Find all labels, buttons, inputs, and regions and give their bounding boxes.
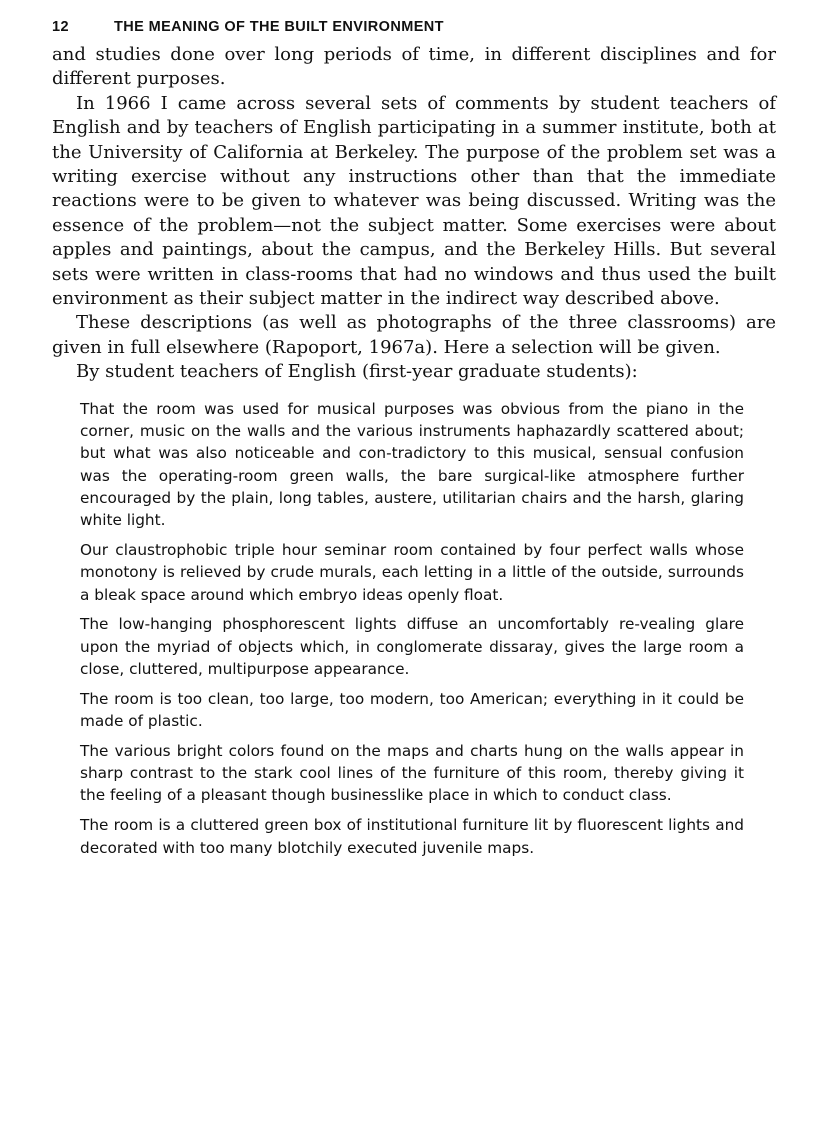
extract-phosphorescent-lights: The low-hanging phosphorescent lights diffuse an uncomfortably re-vealing glare upon the myriad of objects which, in conglomerate dissaray, gives the large room a close, cluttered, multipurpose appearance.	[80, 615, 744, 678]
paragraph-descriptions: These descriptions (as well as photographs of the three classrooms) are given in full elsewhere (Rapoport, 1967a). Here a selection will be given.	[52, 312, 776, 358]
paragraph-1966-comments: In 1966 I came across several sets of comments by student teachers of English and by teachers of English participating in a summer institute, both at the University of California at Berkeley. The purpose of the problem set was a writing exercise without any instructions other than that the immediate reactions were to be given to whatever was being discussed. Writing was the essence of the problem—not the subject matter. Some exercises were about apples and paintings, about the campus, and the Berkeley Hills. But several sets were written in class-rooms that had no windows and thus used the built environment as their subject matter in the indirect way described above.	[52, 92, 776, 310]
paragraph-continuation: and studies done over long periods of time, in different disciplines and for different purposes.	[52, 44, 776, 90]
extract-musical-room: That the room was used for musical purposes was obvious from the piano in the corner, music on the walls and the various instruments haphazardly scattered about; but what was also noticeable and con-tradictory to this musical, sensual confusion was the operating-room green walls, the bare surgical-like atmosphere further encouraged by the plain, long tables, austere, utilitarian chairs and the harsh, glaring white light.	[80, 399, 744, 530]
paragraph-student-teachers-intro: By student teachers of English (first-year graduate students):	[76, 361, 638, 383]
extract-green-box: The room is a cluttered green box of institutional furniture lit by fluorescent lights and decorated with too many blotchily executed juvenile maps.	[80, 816, 744, 857]
running-head	[52, 14, 776, 40]
book-page	[52, 14, 776, 866]
running-title: THE MEANING OF THE BUILT ENVIRONMENT	[114, 19, 444, 35]
quoted-extracts	[80, 398, 744, 859]
body-text	[52, 43, 776, 385]
page-number: 12	[52, 19, 69, 35]
extract-too-clean: The room is too clean, too large, too modern, too American; everything in it could be made of plastic.	[80, 689, 744, 731]
extract-seminar-room: Our claustrophobic triple hour seminar room contained by four perfect walls whose monotony is relieved by crude murals, each letting in a little of the outside, surrounds a bleak space around which embryo ideas openly float.	[80, 540, 744, 604]
extract-bright-colors: The various bright colors found on the maps and charts hung on the walls appear in sharp contrast to the stark cool lines of the furniture of this room, thereby giving it the feeling of a pleasant though businesslike place in which to conduct class.	[80, 741, 744, 805]
